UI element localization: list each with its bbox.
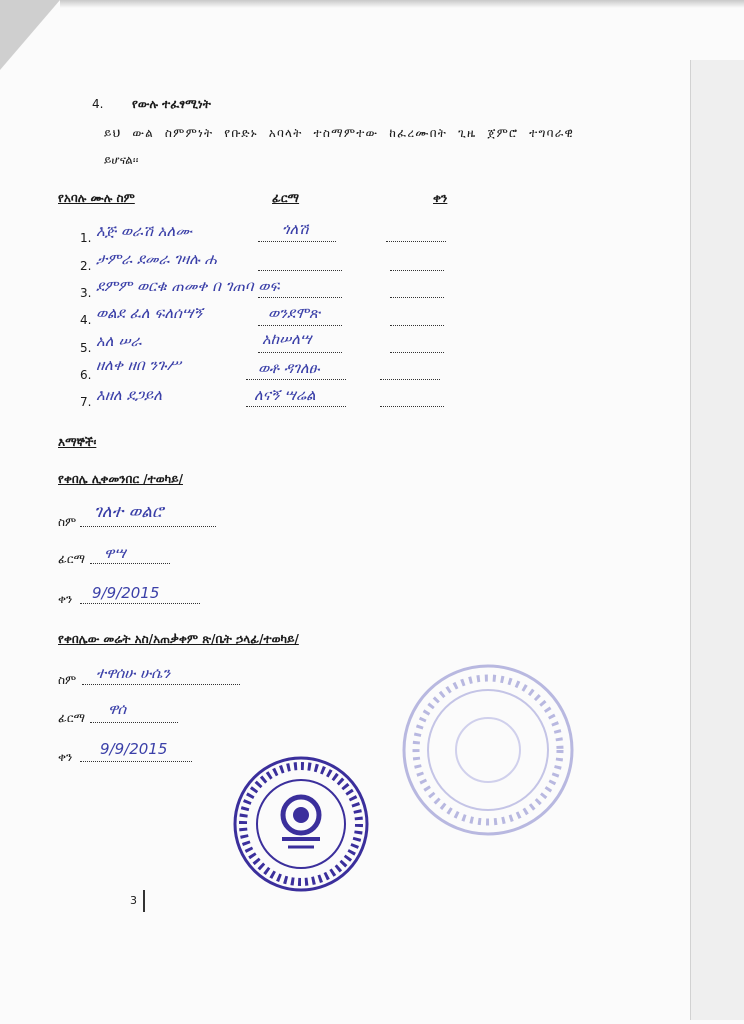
row-number: 2. xyxy=(80,259,92,273)
member-name-handwriting: ታምራ ደመራ ገዛሉ ሐ xyxy=(96,250,217,268)
witnesses-heading: እማኞች፡ xyxy=(58,435,97,449)
date-label: ቀን xyxy=(58,750,73,764)
date-line xyxy=(380,379,440,380)
member-signature-handwriting: ለናኝ ሣሬል xyxy=(254,386,316,404)
member-name-handwriting: አለ ሠራ xyxy=(96,332,142,350)
back-sheet-edge xyxy=(690,60,744,1020)
row-number: 5. xyxy=(80,341,92,355)
section-body-line1: ይህ ውል ስምምነት የቡድኑ አባላት ተስማምተው ከፈረሙበት ጊዜ ጀምሮ ተግባራዊ xyxy=(104,126,575,140)
date-line xyxy=(390,270,444,271)
land-office-heading: የቀበሌው መሬት አስ/አጠቃቀም ጽ/ቤት ኃላፊ/ተወካይ/ xyxy=(58,632,299,646)
member-name-handwriting: እዘለ ደጋይለ xyxy=(96,386,163,404)
header-member-name: የአባሉ ሙሉ ስም xyxy=(58,191,135,205)
member-signature-handwriting: ወቶ ዳገለፁ xyxy=(258,359,320,377)
office-date-handwriting: 9/9/2015 xyxy=(100,740,168,758)
kebele-stamp xyxy=(232,755,370,893)
row-number: 4. xyxy=(80,313,92,327)
name-label: ስም xyxy=(58,515,77,529)
row-number: 7. xyxy=(80,395,92,409)
signature-label: ፊርማ xyxy=(58,552,86,566)
signature-line xyxy=(90,563,170,564)
section-number: 4. xyxy=(92,97,104,111)
member-signature-handwriting: ወንደሞጽ xyxy=(268,304,320,322)
signature-line xyxy=(258,270,342,271)
page-number-bar xyxy=(143,890,145,912)
member-signature-handwriting: አከሠለሣ xyxy=(262,330,312,348)
row-number: 6. xyxy=(80,368,92,382)
section-body-line2: ይሆናል፡፡ xyxy=(104,153,139,167)
office-name-handwriting: ተዋሰሁ ሁሴን xyxy=(96,664,171,682)
date-line xyxy=(80,603,200,604)
date-line xyxy=(386,241,446,242)
date-line xyxy=(80,761,192,762)
header-date: ቀን xyxy=(433,191,448,205)
kebele-chair-heading: የቀበሌ ሊቀመንበር /ተወካይ/ xyxy=(58,472,183,486)
member-name-handwriting: ደምም ወርቁ ጠመቀ በ ገጠባ ወፍ xyxy=(96,277,280,295)
page-number: 3 xyxy=(130,894,137,907)
folded-corner xyxy=(0,0,60,70)
member-name-handwriting: ዘለቀ ዘበ ንጉሥ xyxy=(96,356,181,374)
faded-office-stamp xyxy=(400,662,576,838)
section-title: የውሉ ተፈፃሚነት xyxy=(132,97,211,111)
signature-line xyxy=(258,241,336,242)
signature-line xyxy=(258,297,342,298)
chair-name-handwriting: ገለተ ወልሮ xyxy=(94,502,164,522)
date-line xyxy=(390,352,444,353)
member-name-handwriting: ወልደ ፈለ ፍለሰሣኝ xyxy=(96,304,203,322)
name-line xyxy=(80,526,216,527)
date-line xyxy=(380,406,444,407)
chair-signature-handwriting: ዋሣ xyxy=(104,544,126,562)
name-label: ስም xyxy=(58,673,77,687)
date-label: ቀን xyxy=(58,592,73,606)
date-line xyxy=(390,297,444,298)
signature-line xyxy=(246,379,346,380)
signature-line xyxy=(90,722,178,723)
signature-line xyxy=(258,325,342,326)
date-line xyxy=(390,325,444,326)
signature-line xyxy=(258,352,342,353)
top-shadow xyxy=(60,0,744,8)
office-signature-handwriting: ዋሰ xyxy=(108,700,127,718)
signature-line xyxy=(246,406,346,407)
row-number: 3. xyxy=(80,286,92,300)
signature-label: ፊርማ xyxy=(58,711,86,725)
member-name-handwriting: እጅ ወራሽ አለሙ xyxy=(96,222,192,240)
row-number: 1. xyxy=(80,231,92,245)
header-signature: ፊርማ xyxy=(272,191,300,205)
chair-date-handwriting: 9/9/2015 xyxy=(92,584,160,602)
name-line xyxy=(82,684,240,685)
member-signature-handwriting: ጎለሽ xyxy=(282,220,309,238)
